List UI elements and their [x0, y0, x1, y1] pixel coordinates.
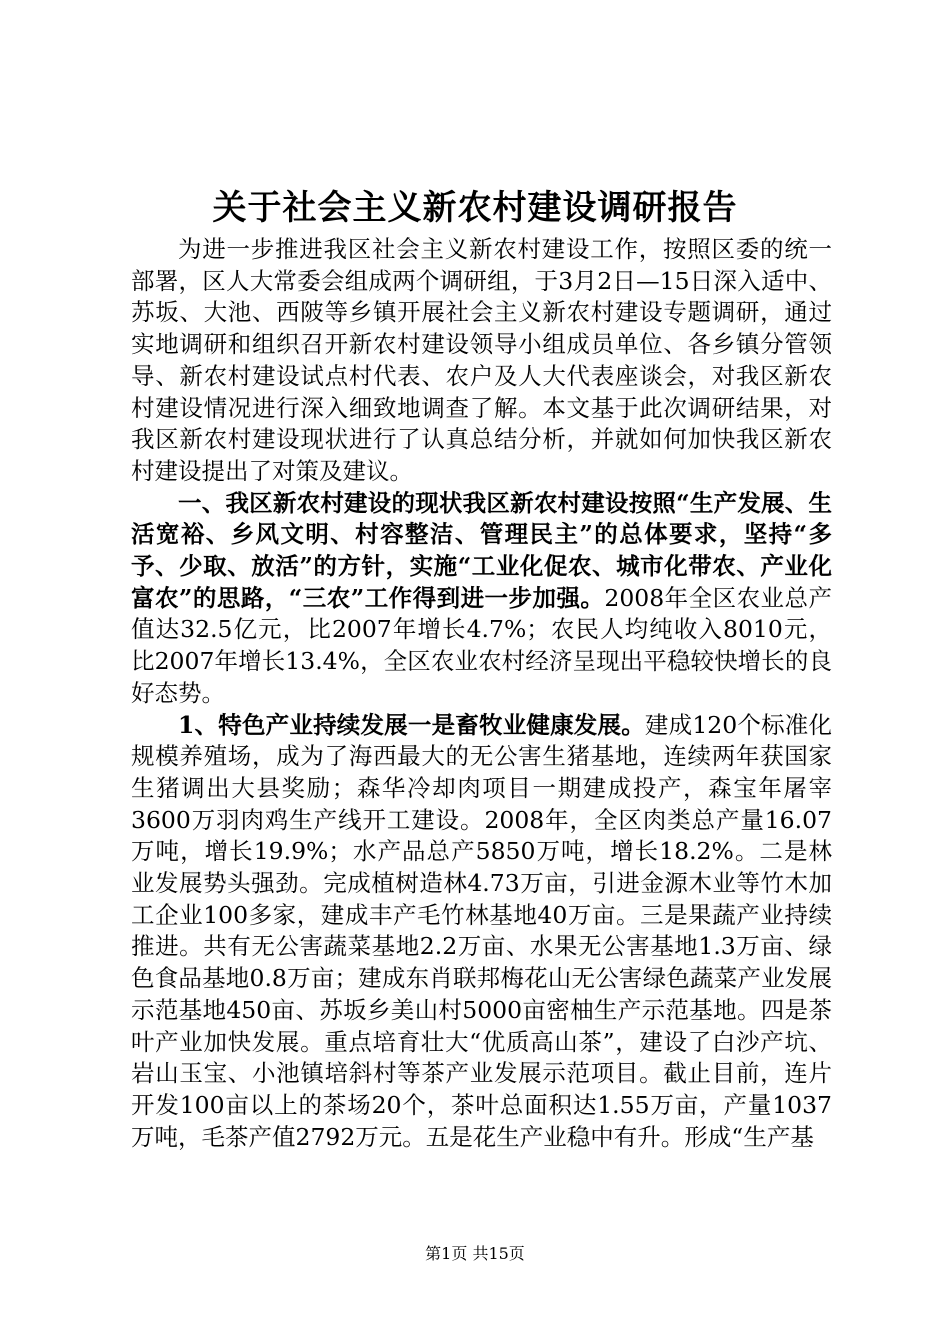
page-title: 关于社会主义新农村建设调研报告: [212, 188, 738, 228]
section-one-paragraph: [131, 488, 832, 710]
subsection-one-paragraph: [131, 710, 832, 1154]
paragraph-text: 建成120个标准化规模养殖场，成为了海西最大的无公害生猪基地，连续两年获国家生猪调出大县奖励；森华冷却肉项目一期建成投产，森宝年屠宰3600万羽肉鸡生产线开工建设。2008年，全区肉类总产量16.07万吨，增长19.9%；水产品总产5850万吨，增长18.2%。二是林业发展势头强劲。完成植树造林4.73万亩，引进金源木业等竹木加工企业100多家，建成丰产毛竹林基地40万亩。三是果蔬产业持续推进。共有无公害蔬菜基地2.2万亩、水果无公害基地1.3万亩、绿色食品基地0.8万亩；建成东肖联邦梅花山无公害绿色蔬菜产业发展示范基地450亩、苏坂乡美山村5000亩密柚生产示范基地。四是茶叶产业加快发展。重点培育壮大“优质高山茶”，建设了白沙产坑、岩山玉宝、小池镇培斜村等茶产业发展示范项目。截止目前，连片开发100亩以上的茶场20个，茶叶总面积达1.55万亩，产量1037万吨，毛茶产值2792万元。五是花生产业稳中有升。形成“生产基: [131, 710, 832, 1151]
paragraph-text: 为进一步推进我区社会主义新农村建设工作，按照区委的统一部署，区人大常委会组成两个调研组，于3月2日—15日深入适中、苏坂、大池、西陂等乡镇开展社会主义新农村建设专题调研，通过实地调研和组织召开新农村建设领导小组成员单位、各乡镇分管领导、新农村建设试点村代表、农户及人大代表座谈会，对我区新农村建设情况进行深入细致地调查了解。本文基于此次调研结果，对我区新农村建设现状进行了认真总结分析，并就如何加快我区新农村建设提出了对策及建议。: [131, 235, 832, 485]
document-body: [131, 234, 832, 1153]
page-number-footer: 第1页 共15页: [425, 1244, 525, 1263]
paragraph-text: 2008年全区农业总产值达32.5亿元，比2007年增长4.7%；农民人均纯收入8010元，比2007年增长13.4%，全区农业农村经济呈现出平稳较快增长的良好态势。: [131, 583, 832, 707]
subsection-heading: 1、特色产业持续发展一是畜牧业健康发展。: [178, 710, 645, 739]
section-heading: 一、我区新农村建设的现状我区新农村建设按照“生产发展、生活宽裕、乡风文明、村容整洁、管理民主”的总体要求，坚持“多予、少取、放活”的方针，实施“工业化促农、城市化带农、产业化富农”的思路，“三农”工作得到进一步加强。: [131, 488, 832, 612]
intro-paragraph: [131, 234, 832, 488]
